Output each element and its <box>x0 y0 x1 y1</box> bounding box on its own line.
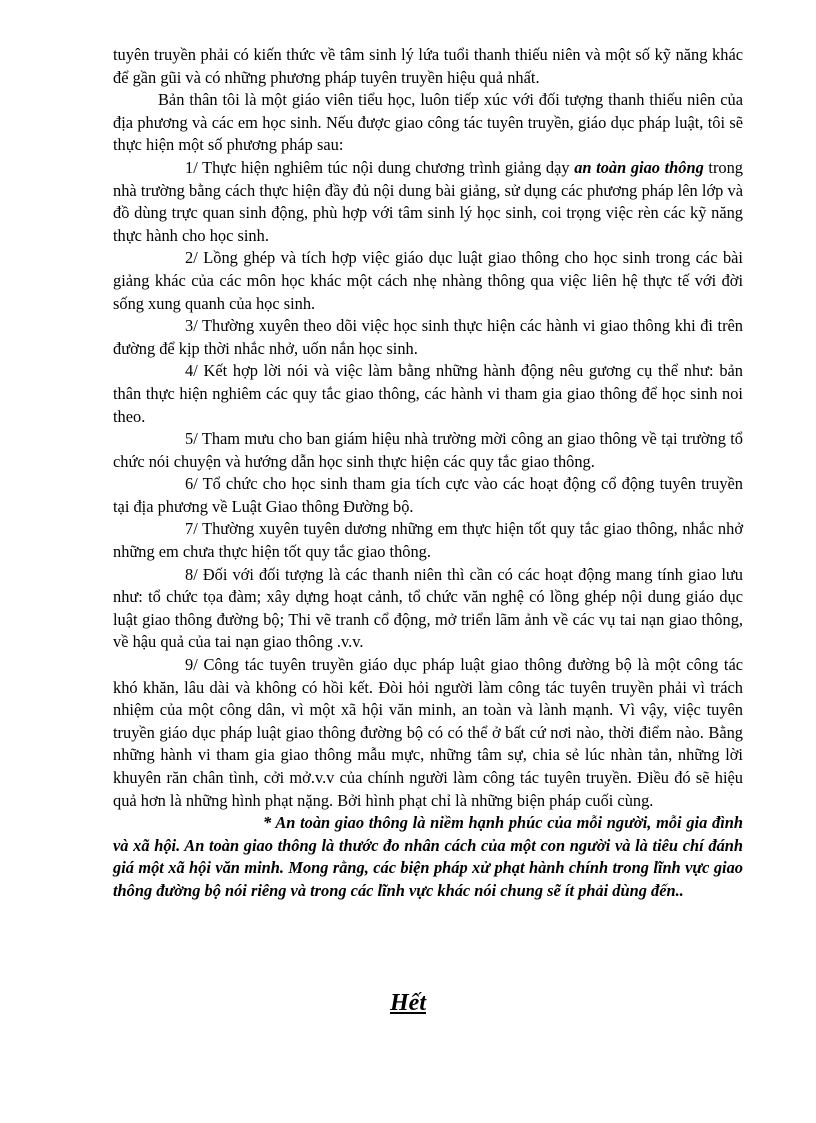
list-item-9: 9/ Công tác tuyên truyền giáo dục pháp luật giao thông đường bộ là một công tác khó khăn, lâu dài và không có hồi kết. Đòi hỏi người làm công tác tuyên truyền phải vì trách nhiệm của một công dân, vì một xã hội văn minh, an toàn và lành mạnh. Vì vậy, việc tuyên truyền giáo dục pháp luật giao thông đường bộ có có thể ở bất cứ nơi nào, thời điểm nào. Bằng những hành vi tham gia giao thông mẫu mực, những tâm sự, chia sẻ lúc nhàn tản, những lời khuyên răn chân tình, cởi mở.v.v của chính người làm công tác tuyên truyền. Điều đó sẽ hiệu quả hơn là những hình phạt nặng. Bởi hình phạt chỉ là những biện pháp cuối cùng. <box>113 655 743 810</box>
document-body <box>113 44 743 903</box>
item-1-text-after: trong nhà trường bằng cách thực hiện đầy đủ nội dung bài giảng, sử dụng các phương pháp lên lớp và đồ dùng trực quan sinh động, phù hợp với tâm sinh lý học sinh, coi trọng việc rèn các kỹ năng thực hành cho học sinh. <box>113 157 743 245</box>
list-item-1 <box>113 157 743 247</box>
paragraph-intro: tuyên truyền phải có kiến thức về tâm sinh lý lứa tuổi thanh thiếu niên và một số kỹ năng khác để gần gũi và có những phương pháp tuyên truyền hiệu quả nhất. <box>113 45 743 87</box>
list-item-5: 5/ Tham mưu cho ban giám hiệu nhà trường mời công an giao thông về tại trường tổ chức nói chuyện và hướng dẫn học sinh thực hiện các quy tắc giao thông. <box>113 429 743 471</box>
end-mark: Hết <box>390 990 426 1016</box>
item-1-emphasis: an toàn giao thông <box>574 157 704 177</box>
closing-statement: * An toàn giao thông là niềm hạnh phúc của mỗi người, mỗi gia đình và xã hội. An toàn giao thông là thước đo nhân cách của một con người và là tiêu chí đánh giá một xã hội văn minh. Mong rằng, các biện pháp xử phạt hành chính trong lĩnh vực giao thông đường bộ nói riêng và trong các lĩnh vực khác nói chung sẽ ít phải dùng đến.. <box>113 813 743 900</box>
item-1-text-before: 1/ Thực hiện nghiêm túc nội dung chương trình giảng dạy <box>185 157 575 177</box>
list-item-2: 2/ Lồng ghép và tích hợp việc giáo dục luật giao thông cho học sinh trong các bài giảng khác của các môn học khác một cách nhẹ nhàng thông qua việc liên hệ thực tế với đời sống xung quanh của học sinh. <box>113 248 743 313</box>
list-item-3: 3/ Thường xuyên theo dõi việc học sinh thực hiện các hành vi giao thông khi đi trên đường để kịp thời nhắc nhở, uốn nắn học sinh. <box>113 316 743 358</box>
list-item-6: 6/ Tổ chức cho học sinh tham gia tích cực vào các hoạt động cổ động tuyên truyền tại địa phương về Luật Giao thông Đường bộ. <box>113 474 743 516</box>
list-item-8: 8/ Đối với đối tượng là các thanh niên thì cần có các hoạt động mang tính giao lưu như: tổ chức tọa đàm; xây dựng hoạt cảnh, tổ chức văn nghệ có lồng ghép nội dung giáo dục luật giao thông đường bộ; Thi vẽ tranh cổ động, mở triển lãm ảnh về các vụ tai nạn giao thông, về hậu quả của tai nạn giao thông .v.v. <box>113 564 743 652</box>
list-item-7: 7/ Thường xuyên tuyên dương những em thực hiện tốt quy tắc giao thông, nhắc nhở những em chưa thực hiện tốt quy tắc giao thông. <box>113 519 743 562</box>
list-item-4: 4/ Kết hợp lời nói và việc làm bằng những hành động nêu gương cụ thể như: bản thân thực hiện nghiêm các quy tắc giao thông, các hành vi tham gia giao thông để học sinh noi theo. <box>113 361 743 426</box>
paragraph-lead: Bản thân tôi là một giáo viên tiểu học, luôn tiếp xúc với đối tượng thanh thiếu niên của địa phương và các em học sinh. Nếu được giao công tác tuyên truyền, giáo dục pháp luật, tôi sẽ thực hiện một số phương pháp sau: <box>113 90 743 155</box>
